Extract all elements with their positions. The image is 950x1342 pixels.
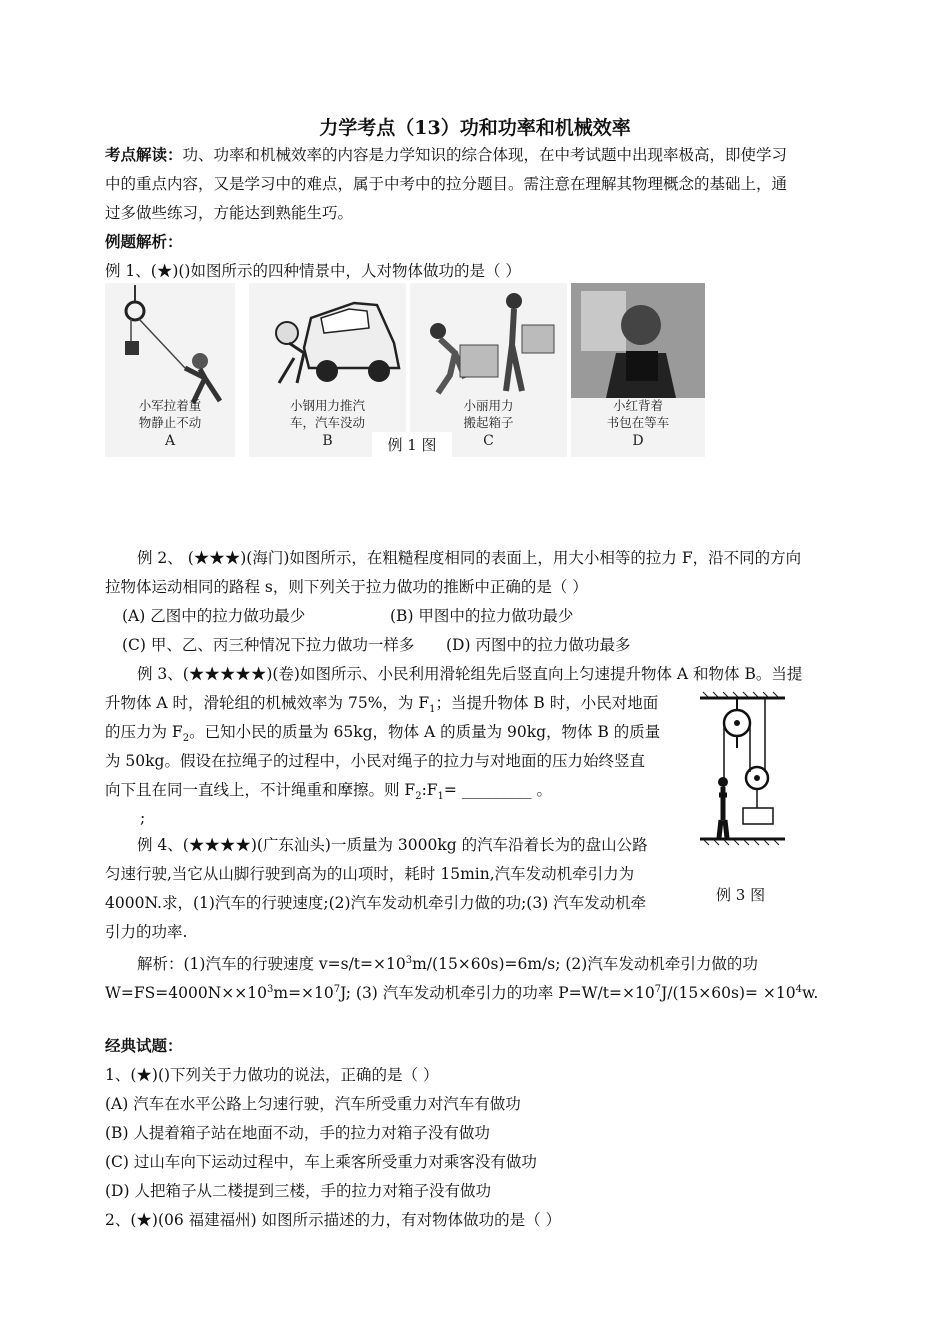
pulley-system-diagram <box>695 690 795 850</box>
ex3-line-5a: 向下且在同一直线上，不计绳重和摩擦。则 F <box>105 781 416 799</box>
examples-heading: 例题解析： <box>105 232 183 251</box>
q2-stem: 2、(★)(06 福建福州) 如图所示描述的力，有对物体做功的是（ ） <box>105 1211 562 1229</box>
ex1-panel-b-caption-2: 车，汽车没动 <box>289 415 365 430</box>
ex3-line-5 <box>105 780 552 807</box>
ex3-line-5-sub-2: 1 <box>437 791 444 803</box>
analysis-line-1 <box>137 951 758 974</box>
ex2-line-1: 例 2、 (★★★)(海门)如图所示，在粗糙程度相同的表面上，用大小相等的拉力 F，沿不同的方向 <box>137 549 802 567</box>
ex1-panel-d <box>571 283 705 457</box>
ex4-line-2: 匀速行驶,当它从山脚行驶到高为的山项时，耗时 15min,汽车发动机牵引力为 <box>105 865 635 883</box>
ex3-line-5-mid: :F <box>421 781 438 799</box>
analysis-line-1a: 解析：(1)汽车的行驶速度 v=s/t=×10 <box>137 955 406 974</box>
analysis-line-2-sup-2: 7 <box>333 984 341 995</box>
q1-option-d: (D) 人把箱子从二楼提到三楼，手的拉力对箱子没有做功 <box>105 1182 491 1200</box>
ex1-figure-caption: 例 1 图 <box>372 432 452 458</box>
classic-heading: 经典试题： <box>105 1036 183 1055</box>
ex3-line-4: 为 50kg。假设在拉绳子的过程中，小民对绳子的拉力与对地面的压力始终竖直 <box>105 752 645 770</box>
analysis-line-2-sup-4: 4 <box>795 984 802 995</box>
analysis-line-1b: m/(15×60s)=6m/s; (2)汽车发动机牵引力做的功 <box>412 955 758 974</box>
pulley-weight-illustration <box>105 283 235 408</box>
ex1-panel-c-caption-1: 小丽用力 <box>463 398 514 413</box>
q1-option-a: (A) 汽车在水平公路上匀速行驶，汽车所受重力对汽车有做功 <box>105 1095 521 1113</box>
ex4-line-4: 引力的功率. <box>105 923 188 941</box>
analysis-line-2c: J; (3) 汽车发动机牵引力的功率 P=W/t=×10 <box>340 984 655 1003</box>
ex3-line-3 <box>105 722 660 749</box>
q1-option-b: (B) 人提着箱子站在地面不动，手的拉力对箱子没有做功 <box>105 1124 490 1142</box>
ex2-option-c: (C) 甲、乙、丙三种情况下拉力做功一样多 <box>122 636 415 654</box>
ex3-line-2-sub: 1 <box>429 704 436 716</box>
ex4-line-3: 4000N.求，(1)汽车的行驶速度;(2)汽车发动机牵引力做的功;(3) 汽车发动机牵 <box>105 894 647 912</box>
ex3-line-6: ; <box>140 809 146 827</box>
analysis-line-2-sup-3: 7 <box>654 984 662 995</box>
ex1-panel-b-letter: B <box>322 433 333 449</box>
ex3-line-5b: = _________ 。 <box>443 781 553 799</box>
ex1-panel-a-caption-1: 小军拉着重 <box>138 398 202 413</box>
student-with-backpack-illustration <box>571 283 705 398</box>
ex1-question: 例 1、(★)()如图所示的四种情景中，人对物体做功的是（ ） <box>105 262 521 280</box>
intro-line-2: 中的重点内容，又是学习中的难点，属于中考中的拉分题目。需注意在理解其物理概念的基础上，通 <box>105 175 788 193</box>
ex1-panel-d-letter: D <box>632 433 644 449</box>
ex2-option-a: (A) 乙图中的拉力做功最少 <box>122 607 306 625</box>
ex3-figure-caption: 例 3 图 <box>716 886 766 904</box>
analysis-line-2 <box>105 980 818 1003</box>
intro-label: 考点解读： <box>105 145 183 164</box>
q1-option-c: (C) 过山车向下运动过程中，车上乘客所受重力对乘客没有做功 <box>105 1153 537 1171</box>
page-title: 力学考点（13）功和功率和机械效率 <box>319 117 631 139</box>
girl-lifting-box-illustration <box>410 283 567 398</box>
ex3-line-3a: 的压力为 F <box>105 723 183 741</box>
q1-stem: 1、(★)()下列关于力做功的说法，正确的是（ ） <box>105 1066 439 1084</box>
ex1-panel-c-caption-2: 搬起箱子 <box>463 415 514 430</box>
ex1-panel-b <box>249 283 406 457</box>
ex1-panel-c <box>410 283 567 457</box>
ex4-line-1: 例 4、(★★★★)(广东汕头)一质量为 3000kg 的汽车沿着长为的盘山公路 <box>137 836 648 854</box>
intro-line-1 <box>105 145 787 165</box>
analysis-line-2a: W=FS=4000N××10 <box>105 984 267 1003</box>
intro-text-1: 功、功率和机械效率的内容是力学知识的综合体现，在中考试题中出现率极高，即使学习 <box>182 146 788 164</box>
analysis-line-2b: m=×10 <box>273 984 334 1003</box>
ex2-option-d: (D) 丙图中的拉力做功最多 <box>446 636 631 654</box>
ex1-panel-c-letter: C <box>483 433 494 449</box>
ex1-panel-a-caption-2: 物静止不动 <box>138 415 202 430</box>
intro-line-3: 过多做些练习，方能达到熟能生巧。 <box>105 204 354 222</box>
ex3-line-1: 例 3、(★★★★★)(卷)如图所示、小民利用滑轮组先后竖直向上匀速提升物体 A 和物体 B。当提 <box>137 665 803 683</box>
ex3-line-2 <box>105 693 658 720</box>
analysis-line-2d: J/(15×60s)= ×10 <box>661 984 796 1003</box>
ex1-panel-a <box>105 283 235 457</box>
ex3-line-5-sub-1: 2 <box>415 791 422 803</box>
boy-pushing-car-illustration <box>249 283 406 398</box>
ex3-line-3-sub: 2 <box>182 733 190 745</box>
ex3-line-2a: 升物体 A 时，滑轮组的机械效率为 75%，为 F <box>105 694 430 712</box>
ex1-panel-b-caption-1: 小钢用力推汽 <box>289 398 365 413</box>
analysis-line-2e: w. <box>802 984 819 1003</box>
analysis-line-2-sup-1: 3 <box>267 984 274 995</box>
ex2-option-b: (B) 甲图中的拉力做功最少 <box>390 607 574 625</box>
ex3-line-2b: ；当提升物体 B 时，小民对地面 <box>435 694 659 712</box>
ex1-panel-d-caption-1: 小红背着 <box>612 398 663 413</box>
analysis-line-1-sup: 3 <box>405 955 413 966</box>
ex2-line-2: 拉物体运动相同的路程 s，则下列关于拉力做功的推断中正确的是（ ） <box>105 578 588 596</box>
ex1-panel-a-letter: A <box>164 433 176 449</box>
ex1-panel-d-caption-2: 书包在等车 <box>606 415 670 430</box>
ex3-line-3b: 。已知小民的质量为 65kg，物体 A 的质量为 90kg，物体 B 的质量 <box>189 723 661 741</box>
